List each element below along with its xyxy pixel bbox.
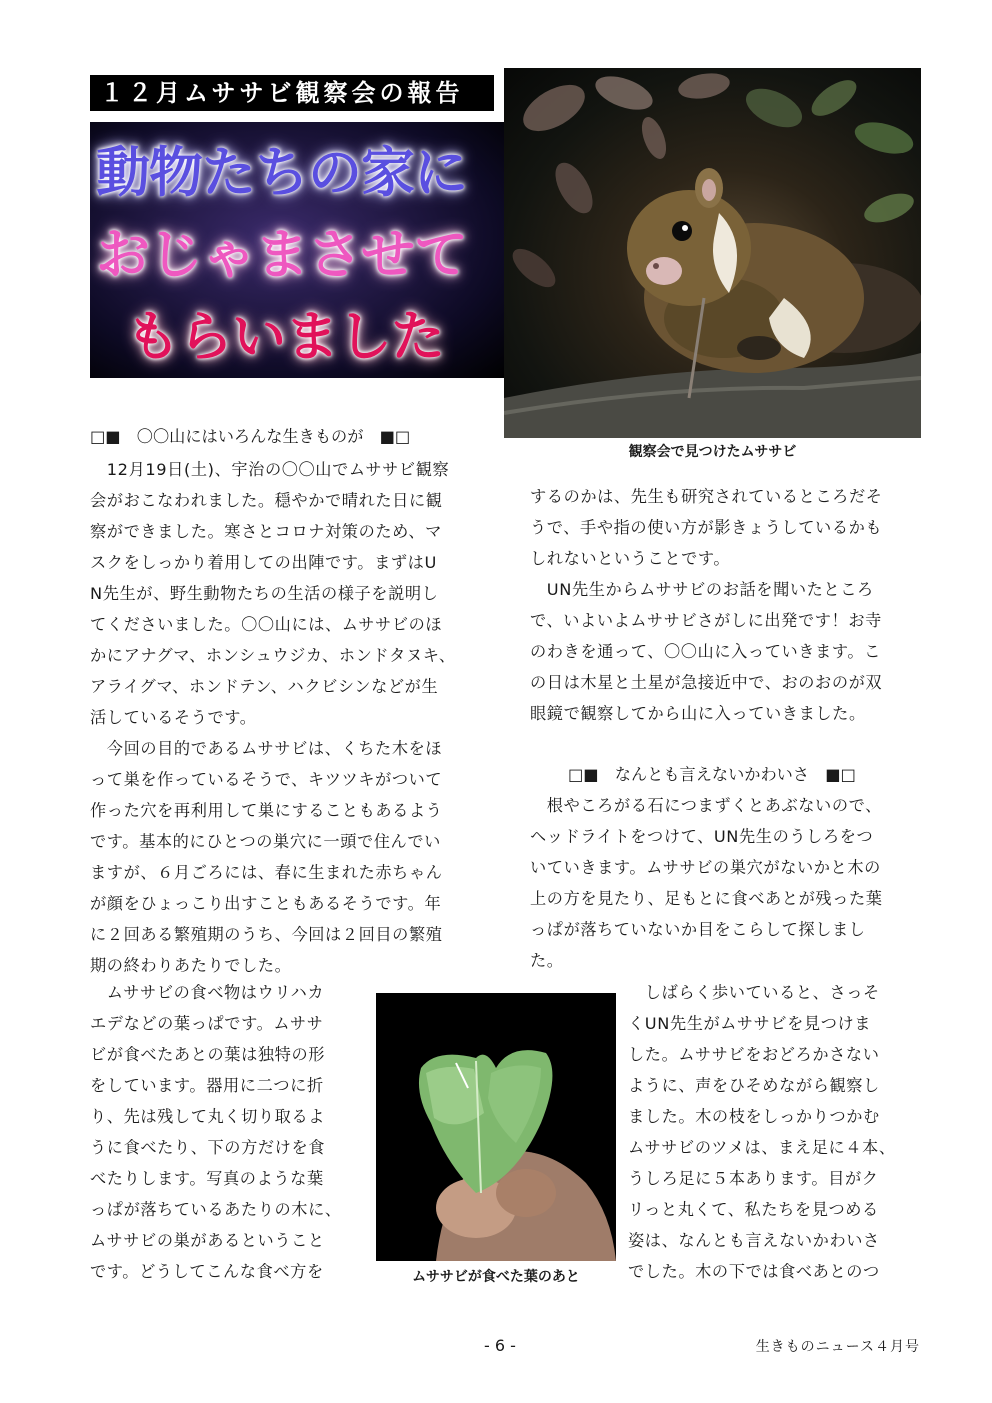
text-line: の日は木星と土星が急接近中で、おのおのが双	[530, 673, 883, 692]
section-heading-2: □■ なんとも言えないかわいさ ■□	[568, 765, 856, 784]
text-line: ムササビの巣があるということ	[90, 1231, 325, 1250]
text-line: 上の方を見たり、足もとに食べあとが残った葉	[530, 889, 883, 908]
title-line-2: おじゃまさせて	[96, 223, 467, 286]
eaten-leaf-photo	[376, 993, 616, 1261]
left-column-bottom-text	[90, 977, 370, 1287]
text-line: っぱが落ちていないか目をこらして探しまし	[530, 920, 866, 939]
text-line: エデなどの葉っぱです。ムササ	[90, 1014, 324, 1033]
text-line: ビが食べたあとの葉は独特の形	[90, 1045, 326, 1064]
section-heading-1: □■ 〇〇山にはいろんな生きものが ■□	[90, 427, 411, 446]
text-line: アライグマ、ホンドテン、ハクビシンなどが生	[90, 677, 439, 696]
flying-squirrel-illustration	[504, 68, 921, 438]
eaten-leaf-illustration	[376, 993, 616, 1261]
text-line: 察ができました。寒さとコロナ対策のため、マ	[90, 522, 442, 541]
right-column-bottom-text	[628, 977, 923, 1287]
text-line: が顔をひょっこり出すこともあるそうです。年	[90, 894, 442, 913]
text-line: べたりします。写真のような葉	[90, 1169, 324, 1188]
text-line: 12月19日(土)、宇治の〇〇山でムササビ観察	[90, 460, 450, 479]
text-line: リっと丸くて、私たちを見つめる	[628, 1200, 879, 1219]
text-line: ように、声をひそめながら観察し	[628, 1076, 880, 1095]
text-line: てくださいました。〇〇山には、ムササビのほ	[90, 615, 443, 634]
main-photo-caption: 観察会で見つけたムササビ	[628, 444, 797, 460]
right-column-text	[530, 481, 925, 729]
text-line: ヘッドライトをつけて、UN先生のうしろをつ	[530, 827, 874, 846]
text-line: かにアナグマ、ホンシュウジカ、ホンドタヌキ、	[90, 646, 456, 665]
text-line: でした。木の下では食べあとのつ	[628, 1262, 880, 1281]
flying-squirrel-photo	[504, 68, 921, 438]
text-line: 根やころがる石につまずくとあぶないので、	[530, 796, 882, 815]
text-line: うしろ足に５本あります。目がク	[628, 1169, 879, 1188]
right-column-mid-text	[530, 790, 925, 976]
text-line: ますが、６月ごろには、春に生まれた赤ちゃん	[90, 863, 443, 882]
text-line: うで、手や指の使い方が影きょうしているかも	[530, 518, 883, 537]
text-line: ました。木の枝をしっかりつかむ	[628, 1107, 880, 1126]
text-line: た。	[530, 951, 564, 970]
text-line: 作った穴を再利用して巣にすることもあるよう	[90, 801, 443, 820]
text-line: 姿は、なんとも言えないかわいさ	[628, 1231, 880, 1250]
text-line: UN先生からムササビのお話を聞いたところ	[530, 580, 874, 599]
text-line: のわきを通って、〇〇山に入っていきます。こ	[530, 642, 881, 661]
title-line-1: 動物たちの家に	[96, 141, 467, 204]
text-line: 会がおこなわれました。穏やかで晴れた日に観	[90, 491, 443, 510]
leaf-photo-caption: ムササビが食べた葉のあと	[412, 1269, 580, 1285]
page-number: - 6 -	[484, 1336, 516, 1355]
text-line: しばらく歩いていると、さっそ	[628, 983, 880, 1002]
text-line: くUN先生がムササビを見つけま	[628, 1014, 872, 1033]
text-line: って巣を作っているそうで、キツツキがついて	[90, 770, 443, 789]
text-line: いていきます。ムササビの巣穴がないかと木の	[530, 858, 881, 877]
text-line: 期の終わりあたりでした。	[90, 956, 292, 975]
text-line: をしています。器用に二つに折	[90, 1076, 324, 1095]
text-line: で、いよいよムササビさがしに出発です！お寺	[530, 611, 882, 630]
text-line: スクをしっかり着用しての出陣です。まずはU	[90, 553, 437, 572]
text-line: 活しているそうです。	[90, 708, 257, 727]
text-line: です。基本的にひとつの巣穴に一頭で住んでい	[90, 832, 441, 851]
article-banner: １２月ムササビ観察会の報告	[90, 75, 494, 111]
text-line: 眼鏡で観察してから山に入っていきました。	[530, 704, 866, 723]
text-line: するのかは、先生も研究されているところだそ	[530, 487, 883, 506]
text-line: に２回ある繁殖期のうち、今回は２回目の繁殖	[90, 925, 443, 944]
text-line: N先生が、野生動物たちの生活の様子を説明し	[90, 584, 439, 603]
text-line: ムササビのツメは、まえ足に４本、	[628, 1138, 896, 1157]
text-line: しれないということです。	[530, 549, 731, 568]
title-line-3: もらいました	[126, 305, 444, 368]
text-line: り、先は残して丸く切り取るよ	[90, 1107, 326, 1126]
publication-name: 生きものニュース４月号	[755, 1339, 920, 1355]
text-line: した。ムササビをおどろかさない	[628, 1045, 880, 1064]
left-column-text	[90, 454, 490, 981]
text-line: うに食べたり、下の方だけを食	[90, 1138, 326, 1157]
text-line: ムササビの食べ物はウリハカ	[90, 983, 325, 1002]
text-line: 今回の目的であるムササビは、くちた木をほ	[90, 739, 443, 758]
text-line: です。どうしてこんな食べ方を	[90, 1262, 324, 1281]
text-line: っぱが落ちているあたりの木に、	[90, 1200, 342, 1219]
title-graphic	[90, 122, 504, 378]
